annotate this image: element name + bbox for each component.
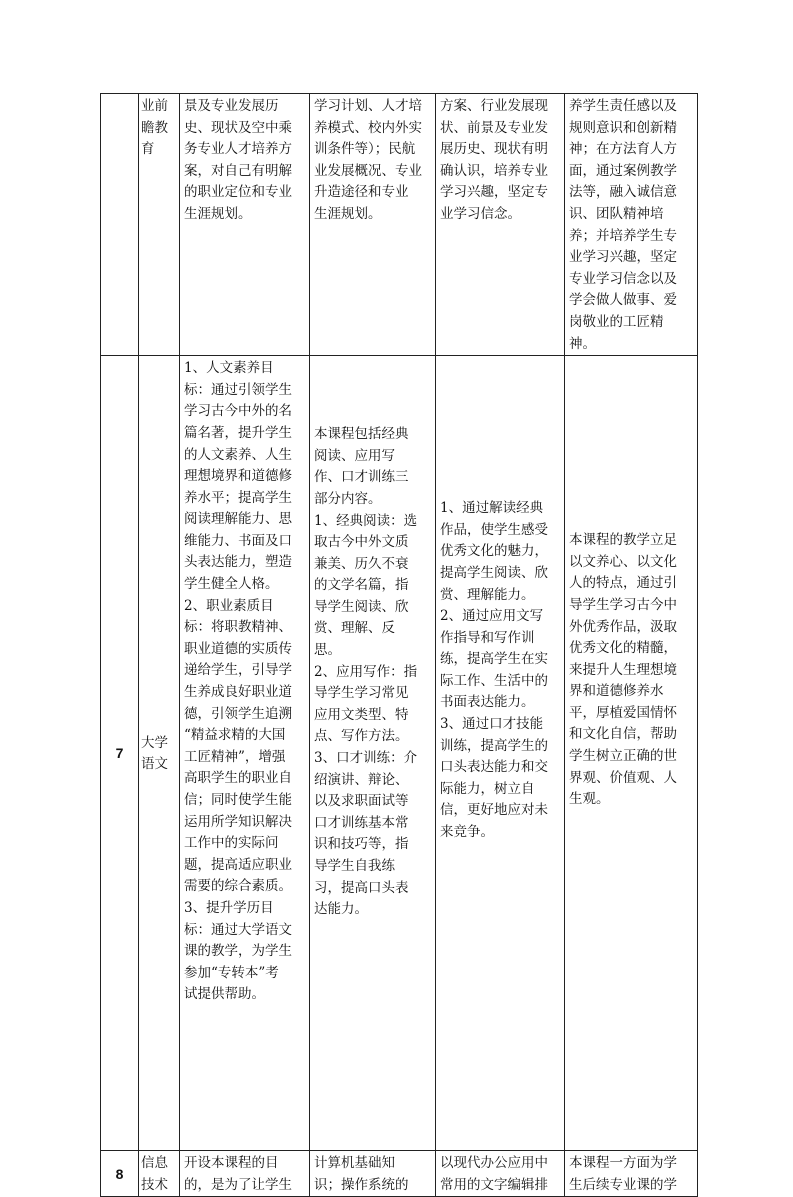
course-content: 本课程包括经典 阅读、应用写 作、口才训练三 部分内容。 1、经典阅读：选 取古今中外文质 兼美、历久不衰 的文学名篇，指 导学生阅读、欣 赏、理解、反 思。 2、应用写作：指 导学生学习常见 应用文类型、特 点、写作方法。 3、口才训练：介 绍演讲、辩论、 以及求职面试等 口才训练基本常 识和技巧等，指 导学生自我练 习，提高口头表 达能力。 — [314, 426, 418, 918]
course-number: 7 — [115, 745, 124, 762]
table-row-college-chinese — [101, 356, 698, 1151]
course-requirement-cell — [436, 356, 565, 1151]
course-ideology-cell — [565, 94, 698, 356]
course-goal-cell — [180, 356, 310, 1151]
course-content: 学习计划、人才培 养模式、校内外实 训条件等）；民航 业发展概况、专业 升造途径和专业 生涯规划。 — [314, 98, 422, 222]
course-requirement-cell — [436, 1151, 565, 1197]
course-number-cell — [101, 1151, 139, 1197]
course-content-cell — [310, 356, 436, 1151]
course-ideology-cell — [565, 1151, 698, 1197]
course-name: 信息 技术 — [141, 1155, 168, 1193]
curriculum-table — [100, 93, 698, 1197]
course-ideology: 养学生责任感以及 规则意识和创新精 神；在方法育人方 面，通过案例教学 法等，融入诚信意 识、团队精神培 养；并培养学生专 业学习兴趣，坚定 专业学习信念以及 学会做人做事、爱 岗敬业的工匠精 神。 — [569, 98, 677, 352]
table-row-information-technology — [101, 1151, 698, 1197]
course-ideology-cell — [565, 356, 698, 1151]
course-goal-cell — [180, 94, 310, 356]
course-requirement: 方案、行业发展现 状、前景及专业发 展历史、现状有明 确认识，培养专业 学习兴趣，坚定专 业学习信念。 — [440, 98, 548, 222]
course-name: 业前 瞻教 育 — [141, 98, 168, 158]
course-requirement: 1、通过解读经典 作品，使学生感受 优秀文化的魅力， 提高学生阅读、欣 赏、理解能力。 2、通过应用文写 作指导和写作训 练，提高学生在实 际工作、生活中的 书面表达能力。 3、通过口才技能 训练，提高学生的 口头表达能力和交 际能力，树立自 信，更好地应对未 来竞争。 — [440, 500, 548, 841]
course-requirement-cell — [436, 94, 565, 356]
course-number: 8 — [115, 1165, 124, 1182]
course-requirement: 以现代办公应用中 常用的文字编辑排 — [440, 1155, 548, 1193]
course-content-cell — [310, 94, 436, 356]
course-goal: 开设本课程的目 的，是为了让学生 — [184, 1155, 292, 1193]
course-ideology: 本课程一方面为学 生后续专业课的学 — [569, 1155, 677, 1193]
course-content-cell — [310, 1151, 436, 1197]
course-goal: 1、人文素养目 标：通过引领学生 学习古今中外的名 篇名著，提升学生 的人文素养、人生 理想境界和道德修 养水平；提高学生 阅读理解能力、思 维能力、书面及口 头表达能力，塑造 学生健全人格。 2、职业素质目 标：将职教精神、 职业道德的实质传 递给学生，引导学 生养成良好职业道 德，引领学生追溯 “精益求精的大国 工匠精神”，增强 高职学生的职业自 信；同时使学生能 运用所学知识解决 工作中的实际问 题，提高适应职业 需要的综合素质。 3、提升学历目 标：通过大学语文 课的教学，为学生 参加“专转本”考 试提供帮助。 — [184, 360, 292, 1003]
course-number-cell — [101, 356, 139, 1151]
course-name: 大学 语文 — [141, 734, 168, 773]
table-row-career-education — [101, 94, 698, 356]
course-goal: 景及专业发展历 史、现状及空中乘 务专业人才培养方 案，对自己有明解 的职业定位和专业 生涯规划。 — [184, 98, 292, 222]
course-name-cell — [139, 356, 180, 1151]
course-name-cell — [139, 1151, 180, 1197]
course-name-cell — [139, 94, 180, 356]
course-goal-cell — [180, 1151, 310, 1197]
course-ideology: 本课程的教学立足 以文养心、以文化 人的特点，通过引 导学生学习古今中 外优秀作品，汲取 优秀文化的精髓， 来提升人生理想境 界和道德修养水 平，厚植爱国情怀 和文化自信，帮助 学生树立正确的世 界观、价值观、人 生观。 — [569, 532, 677, 808]
course-number-cell — [101, 94, 139, 356]
course-content: 计算机基础知 识；操作系统的 — [314, 1155, 409, 1193]
